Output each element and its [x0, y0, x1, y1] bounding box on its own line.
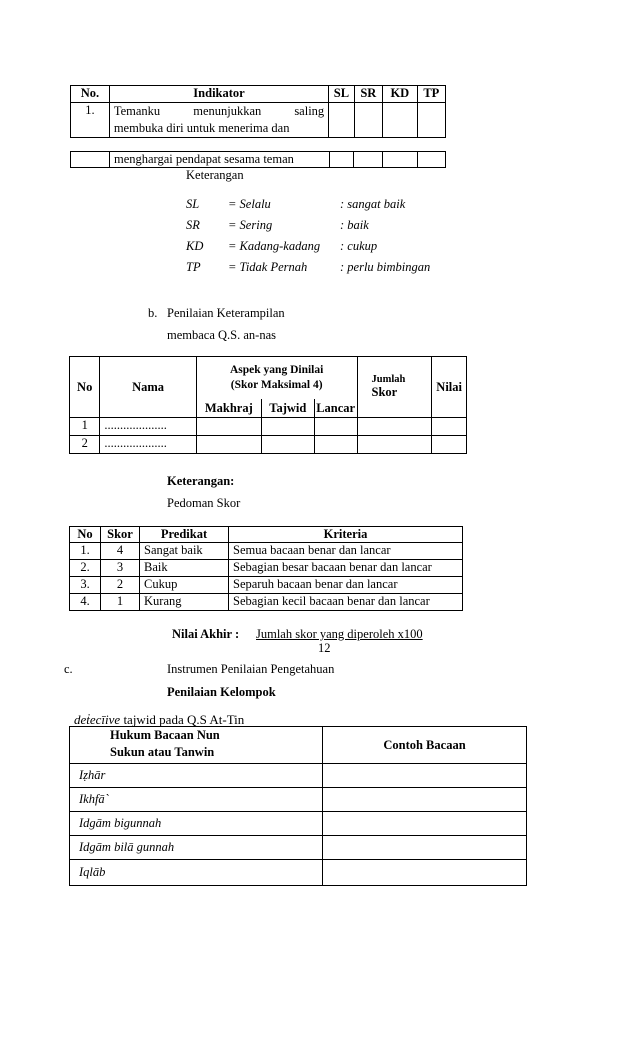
nilai-akhir-label: Nilai Akhir :: [172, 627, 240, 641]
pedoman-skor: Pedoman Skor: [167, 496, 241, 510]
cell-tp-2: [417, 152, 445, 168]
legend-desc-kd: : cukup: [340, 239, 378, 253]
th-makhraj: Makhraj: [204, 401, 253, 415]
row-no: 4.: [70, 594, 101, 611]
ind-word-3: saling: [294, 104, 325, 118]
row-contoh: [323, 812, 527, 836]
legend-desc-sr: : baik: [340, 218, 369, 232]
row-aspek: [196, 418, 357, 436]
cell-sl: [329, 103, 355, 138]
row-skor: 1: [101, 594, 140, 611]
th-no: No.: [71, 86, 110, 103]
cell-kd: [383, 103, 418, 138]
ind-line-2: membuka diri untuk menerima dan: [113, 121, 290, 135]
row-nama: ....................: [100, 418, 196, 436]
legend-abbr-sl: SL: [186, 197, 200, 211]
th-skor: Skor: [101, 527, 140, 543]
th-contoh: Contoh Bacaan: [323, 727, 527, 764]
row-nilai: [432, 436, 467, 454]
section-c-subtitle: Penilaian Kelompok: [167, 685, 276, 699]
aspek-line-2: (Skor Maksimal 4): [230, 379, 323, 391]
cell-sr: [354, 103, 382, 138]
row-no: 1.: [70, 543, 101, 560]
legend-eq-sr: = Sering: [228, 218, 273, 232]
intro-rest: tajwid pada Q.S At-Tin: [120, 712, 245, 727]
hukum-line-1: Hukum Bacaan Nun: [110, 728, 220, 742]
row-predikat: Kurang: [140, 594, 229, 611]
th-predikat: Predikat: [140, 527, 229, 543]
nilai-akhir-denominator: 12: [318, 641, 331, 655]
row-hukum: Idgām bilā gunnah: [70, 836, 323, 860]
th-nama: Nama: [100, 357, 196, 418]
knowledge-table: [69, 726, 527, 886]
row-hukum: Ikhfā`: [70, 788, 323, 812]
th-indikator: Indikator: [109, 86, 328, 103]
th-aspek: [196, 357, 357, 418]
cell-indikator: [109, 103, 328, 138]
row-predikat: Cukup: [140, 577, 229, 594]
section-b-label: b.: [148, 306, 158, 320]
row-no: 2.: [70, 560, 101, 577]
row-aspek: [196, 436, 357, 454]
th-lancar: Lancar: [314, 399, 357, 417]
row-hukum: Iẓhār: [70, 764, 323, 788]
row-jumlah: [357, 418, 432, 436]
hukum-line-2: Sukun atau Tanwin: [110, 745, 215, 759]
legend-eq-sl: = Selalu: [228, 197, 271, 211]
legend-abbr-sr: SR: [186, 218, 200, 232]
row-contoh: [323, 764, 527, 788]
row-skor: 3: [101, 560, 140, 577]
legend-desc-tp: : perlu bimbingan: [340, 260, 431, 274]
cell-sl-2: [330, 152, 354, 168]
row-predikat: Baik: [140, 560, 229, 577]
nilai-akhir-numerator: Jumlah skor yang diperoleh x100: [256, 627, 423, 641]
row-skor: 2: [101, 577, 140, 594]
th-hukum: [70, 727, 323, 764]
row-no: 3.: [70, 577, 101, 594]
th-sr: SR: [354, 86, 382, 103]
th-jumlah: [357, 357, 432, 418]
section-b-subtitle: membaca Q.S. an-nas: [167, 328, 276, 342]
row-kriteria: Sebagian kecil bacaan benar dan lancar: [229, 594, 463, 611]
cell-tp: [417, 103, 445, 138]
row-contoh: [323, 836, 527, 860]
row-hukum: Iqlāb: [70, 860, 323, 886]
indicator-table: [70, 85, 446, 138]
th-no: No: [70, 527, 101, 543]
row-kriteria: Separuh bacaan benar dan lancar: [229, 577, 463, 594]
row-contoh: [323, 860, 527, 886]
ind-word-2: menunjukkan: [193, 104, 262, 118]
th-sl: SL: [329, 86, 355, 103]
th-tajwid: Tajwid: [261, 399, 314, 417]
intro-italic: deṫecīive: [74, 712, 121, 727]
row-nilai: [432, 418, 467, 436]
th-tp: TP: [417, 86, 445, 103]
th-nilai: Nilai: [432, 357, 467, 418]
keterangan-title: Keterangan: [186, 168, 244, 182]
indicator-table-continued: [70, 151, 446, 168]
legend-abbr-kd: KD: [186, 239, 204, 253]
th-kriteria: Kriteria: [229, 527, 463, 543]
row-jumlah: [357, 436, 432, 454]
section-c-title: Instrumen Penilaian Pengetahuan: [167, 662, 335, 676]
cell-indikator-2: menghargai pendapat sesama teman: [109, 152, 329, 168]
skills-table: [69, 356, 467, 454]
row-predikat: Sangat baik: [140, 543, 229, 560]
row-hukum: Idgām bigunnah: [70, 812, 323, 836]
legend-eq-tp: = Tidak Pernah: [228, 260, 308, 274]
row-kriteria: Semua bacaan benar dan lancar: [229, 543, 463, 560]
row-skor: 4: [101, 543, 140, 560]
row-no: 1: [70, 418, 100, 436]
legend-abbr-tp: TP: [186, 260, 201, 274]
row-kriteria: Sebagian besar bacaan benar dan lancar: [229, 560, 463, 577]
cell-kd-2: [382, 152, 417, 168]
row-contoh: [323, 788, 527, 812]
jumlah-line-1: Jumlah: [371, 374, 406, 385]
section-c-label: c.: [64, 662, 73, 676]
cell-sr-2: [354, 152, 382, 168]
jumlah-line-2: Skor: [371, 385, 398, 399]
legend-desc-sl: : sangat baik: [340, 197, 406, 211]
score-guide-table: [69, 526, 463, 611]
cell-no-2: [71, 152, 110, 168]
section-b-title: Penilaian Keterampilan: [167, 306, 285, 320]
cell-no: 1.: [71, 103, 110, 138]
aspek-line-1: Aspek yang Dinilai: [230, 364, 324, 376]
keterangan2-title: Keterangan:: [167, 474, 235, 488]
row-no: 2: [70, 436, 100, 454]
legend-eq-kd: = Kadang-kadang: [228, 239, 321, 253]
th-kd: KD: [383, 86, 418, 103]
th-no: No: [70, 357, 100, 418]
row-nama: ....................: [100, 436, 196, 454]
ind-word-1: Temanku: [113, 104, 161, 118]
